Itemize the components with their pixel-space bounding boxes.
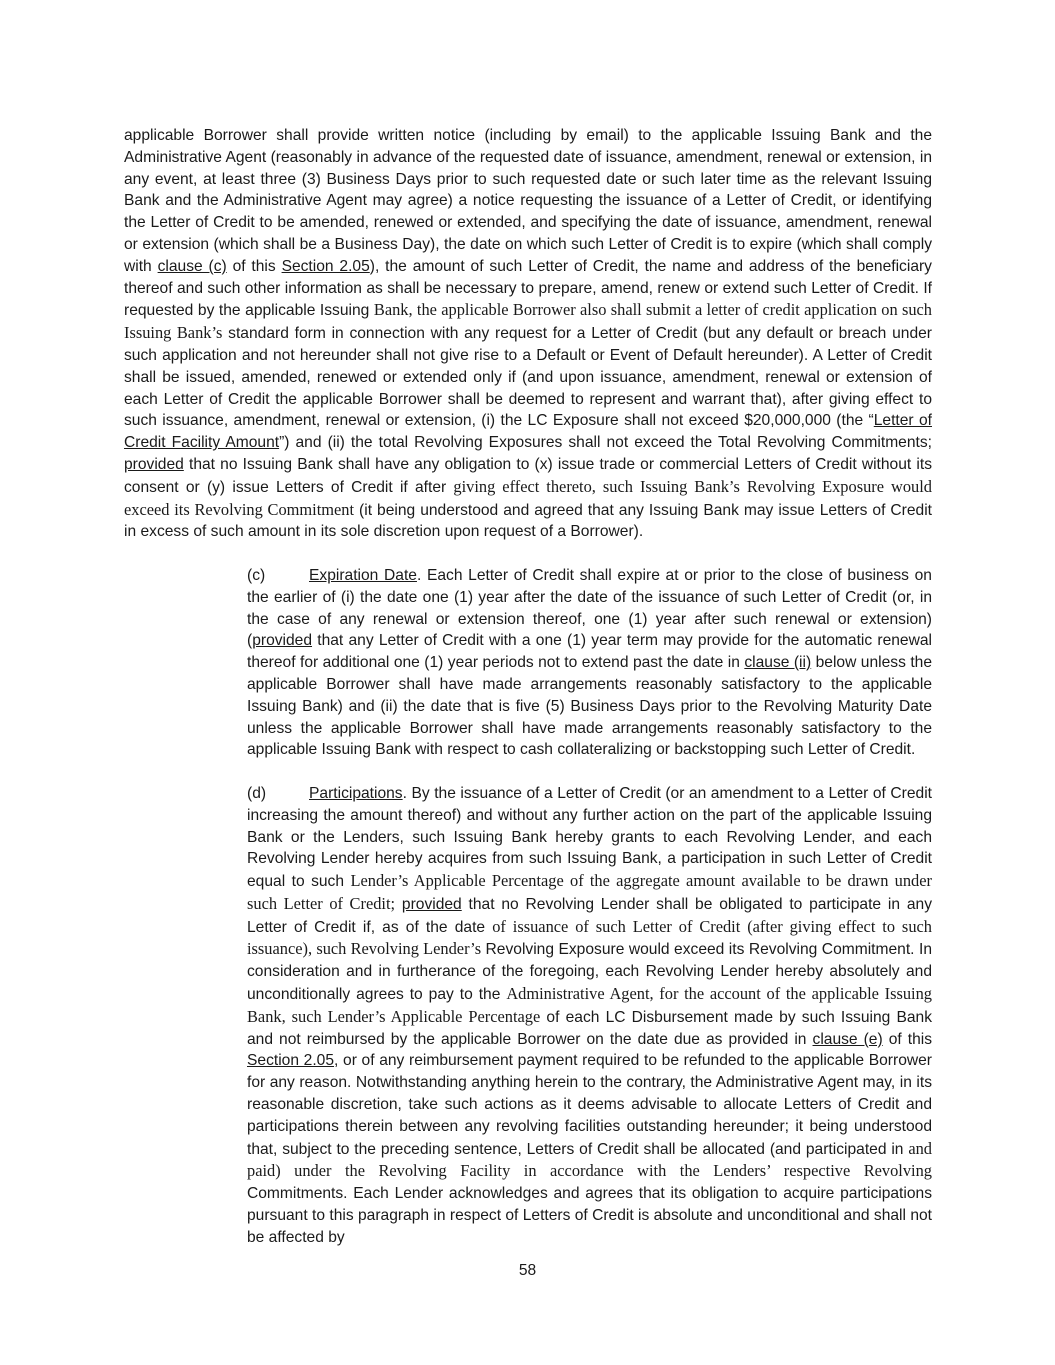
proviso-term: provided	[401, 895, 462, 913]
defined-term: Letter of Credit Facility Amount	[124, 412, 932, 452]
clause-heading: Participations	[309, 784, 403, 802]
text: Administrative Agent, for the account of the applicable Issuing Bank, such Lender’s Applicable Percentage	[247, 984, 932, 1026]
text: of each LC Disbursement made by such Issuing Bank and not reimbursed by the applicable Borrower on the date due as provided in	[247, 1008, 932, 1048]
text: of this	[882, 1030, 933, 1048]
text: standard form in connection with any request for a Letter of Credit (but any default or breach under such application and not hereunder shall not give rise to a Default or Event of Default hereunder). A Letter of Credit shall be issued, amended, renewed or extended only if (and upon issuance, amendment, renewal or extension of each Letter of Credit the applicable Borrower shall be deemed to represent and warrant that), after giving effect to such issuance, amendment, renewal or extension, (i) the LC Exposure shall not exceed $20,000,000 (the “	[124, 325, 932, 430]
text: applicable Borrower shall provide written notice (including by email) to the applicable Issuing Bank and the Administrative Agent (reasonably in advance of the requested date of issuance, amendment, renewal or extension, in any event, at least three (3) Business Days prior to such requested date or such later time as the relevant Issuing Bank and the Administrative Agent may agree) a notice requesting the issuance of a Letter of Credit, or identifying the Letter of Credit to be amended, renewed or extended, and specifying the date of issuance, amendment, renewal or extension (which shall be a Business Day), the date on which such Letter of Credit is to expire (which shall comply with	[124, 127, 932, 275]
clause-label: (c)	[247, 566, 266, 584]
proviso-term: provided	[252, 632, 313, 650]
text: ), the amount of such Letter of Credit, the name and address of the beneficiary thereof and such other information as shall be necessary to prepare, amend, renew or extend such Letter of Credit. If requested by the applicable Issuing	[124, 257, 932, 320]
text: Revolving Exposure would exceed its Revolving Commitment. In consideration and in furtherance of the foregoing, each Revolving Lender hereby absolutely and unconditionally agrees to pay to the	[247, 941, 932, 1004]
clause-reference: clause (c)	[157, 257, 227, 275]
text: that any Letter of Credit with a one (1) year term may provide for the automatic renewal thereof for additional one (1) year periods not to extend past the date in	[247, 632, 932, 672]
text: of this	[226, 257, 282, 275]
text: Bank, the applicable Borrower also shall submit a letter of credit application on such Issuing Bank’s	[124, 300, 932, 343]
text: giving effect thereto, such Issuing Bank’s Revolving Exposure would exceed its Revolving Commitment	[124, 476, 932, 519]
paragraph-gap	[124, 543, 932, 565]
proviso-term: provided	[124, 455, 184, 473]
clause-heading: Expiration Date	[309, 566, 417, 584]
paragraph-gap	[124, 761, 932, 783]
text: that no Revolving Lender shall be obligated to participate in any Letter of Credit if, as of the date	[247, 895, 932, 936]
section-reference: Section 2.05	[281, 257, 370, 275]
clause-label: (d)	[247, 784, 267, 802]
text: Commitments. Each Lender acknowledges and agrees that its obligation to acquire participations pursuant to this paragraph in respect of Letters of Credit is absolute and unconditional and shall not be affected by	[247, 1185, 932, 1246]
document-body	[124, 125, 932, 1249]
text: that no Issuing Bank shall have any obligation to (x) issue trade or commercial Letters of Credit without its consent or (y) issue Letters of Credit if after	[124, 455, 932, 496]
text: of issuance of such Letter of Credit (after giving effect to such issuance), such Revolving Lender’s	[247, 916, 932, 959]
text: and paid) under the Revolving Facility in accordance with the Lenders’ respective Revolving	[247, 1138, 932, 1181]
clause-reference: clause (e)	[812, 1030, 883, 1048]
text: . Each Letter of Credit shall expire at or prior to the close of business on the earlier of (i) the date one (1) year after the date of the issuance of such Letter of Credit (or, in the case of any renewal or extension thereof, one (1) year after such renewal or extension) (	[247, 566, 932, 650]
paragraph-d	[124, 783, 932, 1249]
text: Lender’s Applicable Percentage of the aggregate amount available to be drawn under such Letter of Credit;	[247, 871, 932, 913]
paragraph-b-continuation	[124, 125, 932, 543]
page-number: 58	[518, 1262, 537, 1279]
text: , or of any reimbursement payment required to be refunded to the applicable Borrower for any reason. Notwithstanding anything herein to the contrary, the Administrative Agent may, in its reasonable discretion, take such actions as it deems advisable to allocate Letters of Credit and participations therein between any revolving facilities outstanding hereunder; it being understood that, subject to the preceding sentence, Letters of Credit shall be allocated (and participated in	[247, 1052, 932, 1158]
text: (it being understood and agreed that any Issuing Bank may issue Letters of Credit in excess of such amount in its sole discretion upon request of a Borrower).	[124, 501, 932, 541]
text	[395, 896, 402, 913]
section-reference: Section 2.05	[247, 1052, 335, 1070]
paragraph-c	[124, 565, 932, 761]
text: below unless the applicable Borrower shall have made arrangements reasonably satisfactory to the applicable Issuing Bank) and (ii) the date that is five (5) Business Days prior to the Revolving Maturity Date unless the applicable Borrower shall have made arrangements reasonably satisfactory to the applicable Issuing Bank with respect to cash collateralizing or backstopping such Letter of Credit.	[247, 654, 932, 759]
text: . By the issuance of a Letter of Credit (or an amendment to a Letter of Credit increasing the amount thereof) and without any further action on the part of the applicable Issuing Bank or the Lenders, such Issuing Bank hereby grants to each Revolving Lender, and each Revolving Lender hereby acquires from such Issuing Bank, a participation in such Letter of Credit equal to such	[247, 784, 932, 891]
clause-reference: clause (ii)	[744, 654, 812, 672]
text: ”) and (ii) the total Revolving Exposures shall not exceed the Total Revolving Commitments;	[279, 434, 932, 452]
